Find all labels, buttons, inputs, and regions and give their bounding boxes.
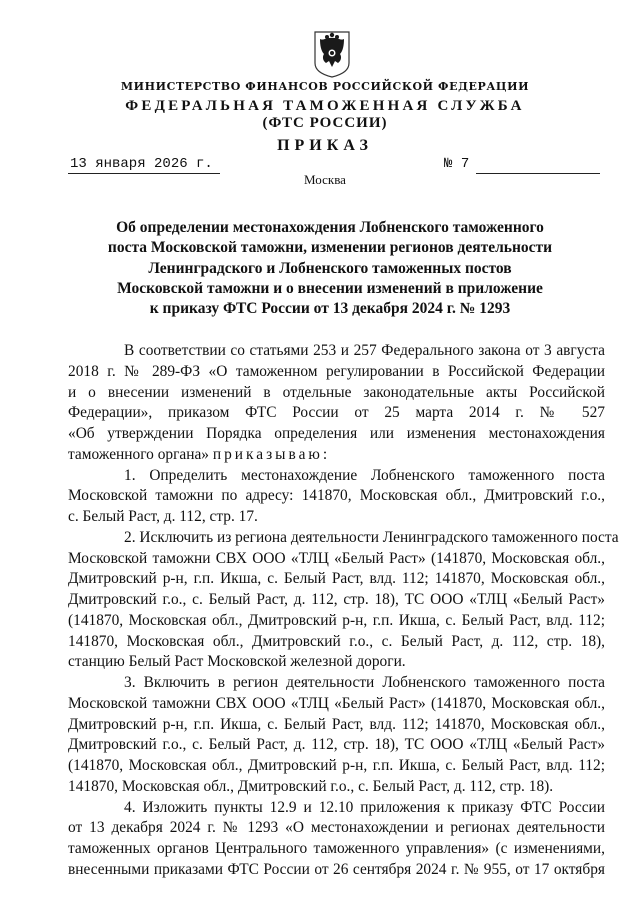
line-text: Московской таможни СВХ ООО «ТЛЦ «Белый Раст» (141870, Московская обл., <box>68 549 605 567</box>
text-line <box>68 694 605 715</box>
text-line <box>68 839 605 860</box>
text-line <box>68 673 605 694</box>
text-line <box>68 528 619 549</box>
text-line <box>68 860 605 881</box>
line-text: таможенных органов Центрального таможенного управления» (с изменениями, <box>68 840 605 857</box>
text-line <box>68 756 605 777</box>
line-text: таможенного органа» <box>68 445 209 463</box>
line-text: 3. Включить в регион деятельности Лобненского таможенного поста <box>124 674 605 691</box>
paragraph <box>68 466 605 528</box>
text-line <box>68 632 605 653</box>
title-line: Об определении местонахождения Лобненского таможенного <box>116 219 544 236</box>
text-line <box>68 549 605 570</box>
line-text: Дмитровский г.о., с. Белый Раст, д. 112, стр. 18), ТС ООО «ТЛЦ «Белый Раст» <box>68 591 605 608</box>
title-line: Ленинградского и Лобненского таможенных постов <box>148 259 512 277</box>
title-line: поста Московской таможни, изменении регионов деятельности <box>107 239 553 257</box>
text-line <box>68 652 605 673</box>
title-line: Московской таможни и о внесении изменений в приложение <box>117 279 543 297</box>
line-text: (141870, Московская обл., Дмитровский р-н, г.п. Икша, с. Белый Раст, влд. 112; <box>68 757 605 774</box>
line-text: Дмитровский г.о., с. Белый Раст, д. 112, стр. 18), ТС ООО «ТЛЦ «Белый Раст» <box>68 736 605 754</box>
text-line <box>68 798 605 819</box>
line-text: Дмитровский р-н, г.п. Икша, с. Белый Раст, влд. 112; 141870, Московская обл., <box>68 715 605 733</box>
text-line <box>68 569 605 590</box>
line-text: Дмитровский р-н, г.п. Икша, с. Белый Раст, влд. 112; 141870, Московская обл., <box>68 570 605 588</box>
document-title <box>90 218 570 319</box>
document-type: ПРИКАЗ <box>277 137 373 154</box>
text-line <box>68 590 605 611</box>
paragraph <box>68 341 605 466</box>
text-line <box>68 486 605 507</box>
line-text: станцию Белый Раст Московской железной дороги. <box>68 653 406 671</box>
paragraph <box>68 798 605 881</box>
text-line <box>68 362 605 383</box>
line-text: 1. Определить местонахождение Лобненского таможенного поста <box>124 466 605 484</box>
number-label: № <box>444 156 453 172</box>
number-value: 7 <box>460 156 470 172</box>
line-text: 2018 г. № 289-ФЗ «О таможенном регулировании в Российской Федерации <box>68 362 605 380</box>
document-number <box>444 156 469 172</box>
text-line <box>68 507 605 528</box>
document-body <box>68 341 619 881</box>
coat-of-arms-icon <box>312 29 352 79</box>
line-text: «Об утверждении Порядка определения или изменения местонахождения <box>68 425 605 442</box>
line-text: 141870, Московская обл., Дмитровский г.о., с. Белый Раст, д. 112, стр. 18). <box>68 777 554 795</box>
text-line <box>68 424 605 445</box>
service-name: ФЕДЕРАЛЬНАЯ ТАМОЖЕННАЯ СЛУЖБА <box>125 98 525 114</box>
line-text: внесенными приказами ФТС России от 26 сентября 2024 г. № 955, от 17 октября <box>68 860 605 878</box>
ministry-name: МИНИСТЕРСТВО ФИНАНСОВ РОССИЙСКОЙ ФЕДЕРАЦИИ <box>120 80 530 93</box>
line-text: 2. Исключить из региона деятельности Ленинградского таможенного поста <box>124 528 619 546</box>
text-line <box>68 466 605 487</box>
title-line: к приказу ФТС России от 13 декабря 2024 г. № 1293 <box>149 300 511 318</box>
document-city: Москва <box>304 172 346 187</box>
text-line <box>68 777 605 798</box>
text-line <box>68 445 605 466</box>
line-text: В соответствии со статьями 253 и 257 Федерального закона от 3 августа <box>124 342 605 359</box>
text-line <box>68 818 605 839</box>
line-text: с. Белый Раст, д. 112, стр. 17. <box>68 508 258 525</box>
order-word: приказываю: <box>212 445 331 463</box>
line-text: (141870, Московская обл., Дмитровский р-н, г.п. Икша, с. Белый Раст, влд. 112; <box>68 611 605 629</box>
service-short-name: (ФТС РОССИИ) <box>262 115 388 131</box>
text-line <box>68 383 605 404</box>
text-line <box>68 611 605 632</box>
line-text: Московской таможни СВХ ООО «ТЛЦ «Белый Раст» (141870, Московская обл., <box>68 694 605 712</box>
text-line <box>68 735 605 756</box>
paragraph <box>68 528 619 673</box>
text-line <box>68 715 605 736</box>
paragraph <box>68 673 605 798</box>
document-date: 13 января 2026 г. <box>68 156 220 174</box>
line-text: 141870, Московская обл., Дмитровский г.о., с. Белый Раст, д. 112, стр. 18), <box>68 632 605 650</box>
line-text: Московской таможни по адресу: 141870, Московская обл., Дмитровский г.о., <box>68 487 605 505</box>
text-line <box>68 403 605 424</box>
line-text: и о внесении изменений в отдельные законодательные акты Российской <box>68 383 605 401</box>
line-text: Федерации», приказом ФТС России от 25 марта 2014 г. № 527 <box>68 404 605 422</box>
line-text: от 13 декабря 2024 г. № 1293 «О местонахождении и регионах деятельности <box>68 819 605 837</box>
line-text: 4. Изложить пункты 12.9 и 12.10 приложения к приказу ФТС России <box>124 798 605 816</box>
text-line <box>68 341 605 362</box>
